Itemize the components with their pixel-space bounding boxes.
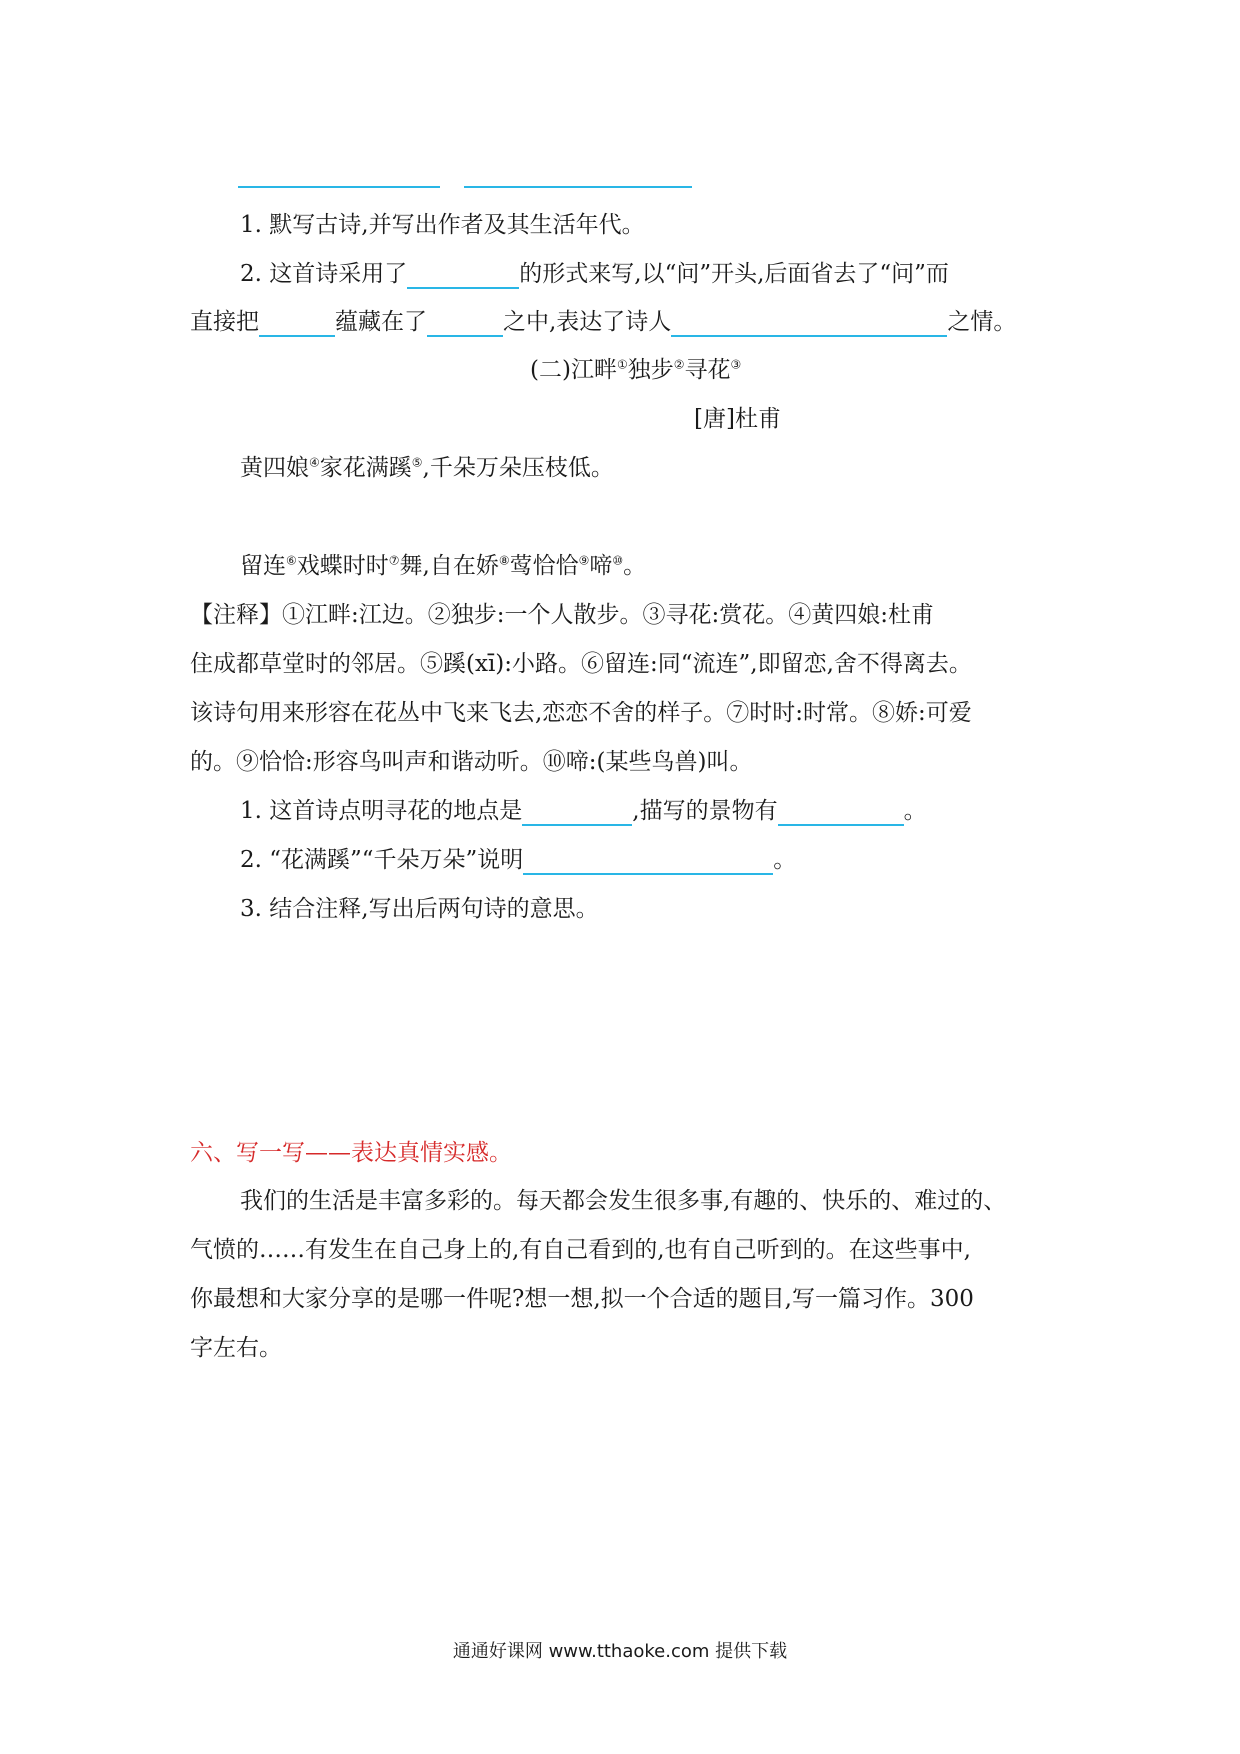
writing-prompt-line-4: 字左右。 (190, 1335, 282, 1361)
question-2-line-1: 2. 这首诗采用了 的形式来写,以“问”开头,后面省去了“问”而 (240, 261, 949, 287)
answer-blank-scenery[interactable] (778, 800, 904, 826)
poem2-question-2: 2. “花满蹊”“千朵万朵”说明 。 (240, 847, 797, 873)
answer-blank-top-1[interactable] (238, 186, 440, 188)
answer-blank-form[interactable] (407, 263, 519, 289)
answer-blank-where[interactable] (427, 311, 503, 337)
writing-prompt-line-1: 我们的生活是丰富多彩的。每天都会发生很多事,有趣的、快乐的、难过的、 (240, 1188, 1007, 1214)
notes-line-4: 的。⑨恰恰:形容鸟叫声和谐动听。⑩啼:(某些鸟兽)叫。 (190, 749, 753, 775)
poem-line-2: 留连⑥戏蝶时时⑦舞,自在娇⑧莺恰恰⑨啼⑩。 (240, 553, 647, 579)
poem-title: (二)江畔①独步②寻花③ (530, 357, 742, 383)
poem-author: [唐]杜甫 (694, 406, 781, 432)
answer-blank-explain[interactable] (523, 849, 773, 875)
notes-line-1: 【注释】①江畔:江边。②独步:一个人散步。③寻花:赏花。④黄四娘:杜甫 (190, 602, 934, 628)
question-2-line-2: 直接把 蕴藏在了 之中,表达了诗人 之情。 (190, 309, 1017, 335)
poem2-question-3: 3. 结合注释,写出后两句诗的意思。 (240, 896, 599, 922)
poem-line-1: 黄四娘④家花满蹊⑤,千朵万朵压枝低。 (240, 455, 614, 481)
answer-blank-feeling[interactable] (671, 311, 947, 337)
answer-blank-top-2[interactable] (464, 186, 692, 188)
notes-line-2: 住成都草堂时的邻居。⑤蹊(xī):小路。⑥留连:同“流连”,即留恋,舍不得离去。 (190, 651, 972, 677)
writing-prompt-line-3: 你最想和大家分享的是哪一件呢?想一想,拟一个合适的题目,写一篇习作。300 (190, 1286, 974, 1312)
question-1-recite: 1. 默写古诗,并写出作者及其生活年代。 (240, 212, 645, 238)
writing-prompt-line-2: 气愤的……有发生在自己身上的,有自己看到的,也有自己听到的。在这些事中, (190, 1237, 971, 1263)
answer-blank-what[interactable] (259, 311, 335, 337)
section-6-heading: 六、写一写——表达真情实感。 (190, 1140, 512, 1166)
page-footer: 通通好课网 www.tthaoke.com 提供下载 (452, 1641, 788, 1662)
poem2-question-1: 1. 这首诗点明寻花的地点是 ,描写的景物有 。 (240, 798, 927, 824)
notes-line-3: 该诗句用来形容在花丛中飞来飞去,恋恋不舍的样子。⑦时时:时常。⑧娇:可爱 (190, 700, 972, 726)
answer-blank-location[interactable] (522, 800, 632, 826)
